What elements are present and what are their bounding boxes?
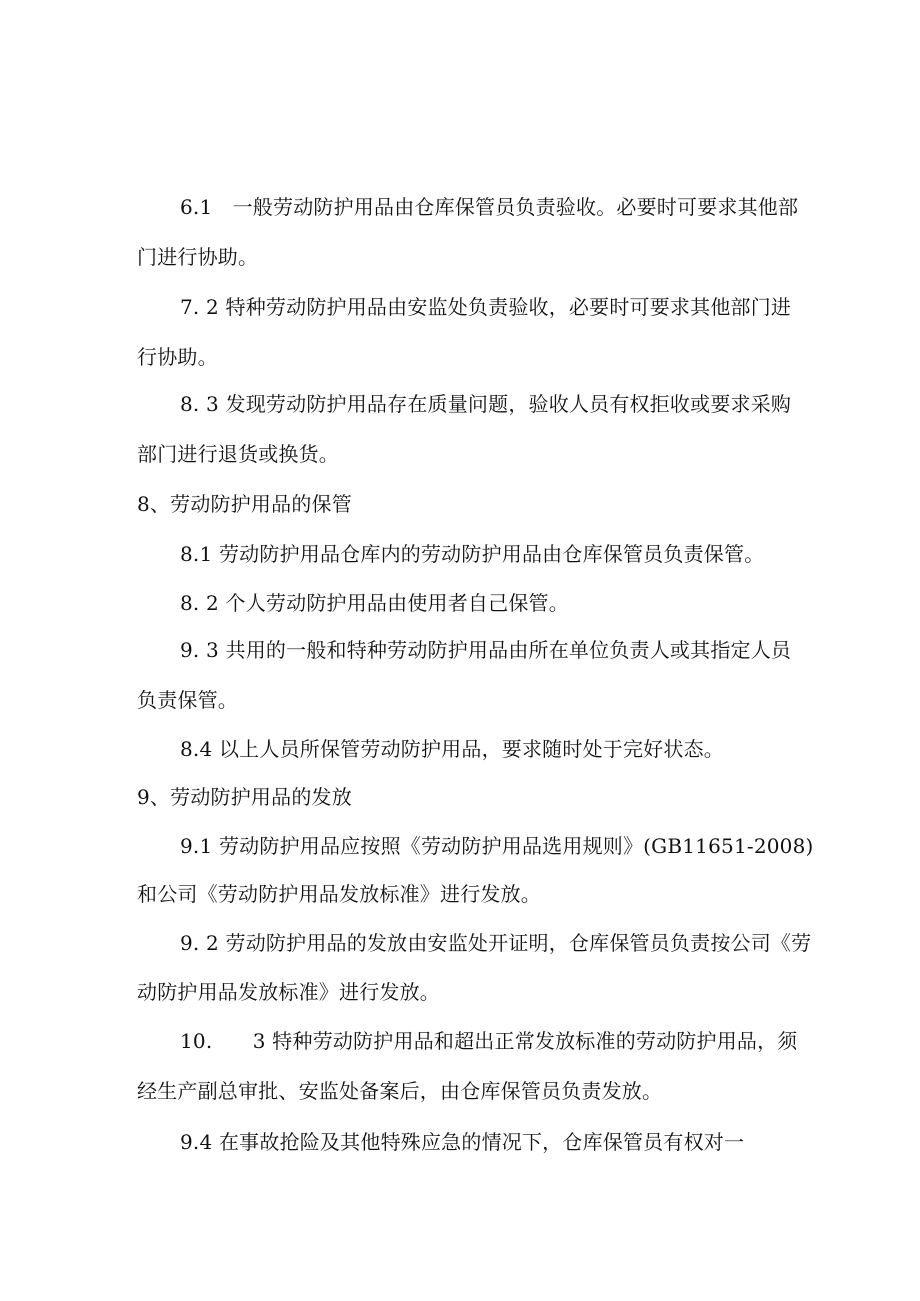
paragraph-6-1-line-2: 门进行协助。	[137, 245, 259, 269]
paragraph-9-1-line-2: 和公司《劳动防护用品发放标准》进行发放。	[137, 882, 541, 906]
paragraph-10-3-line-1: 10. 3 特种劳动防护用品和超出正常发放标准的劳动防护用品，须	[180, 1029, 798, 1053]
paragraph-9-4-line-1: 9.4 在事故抢险及其他特殊应急的情况下，仓库保管员有权对一	[180, 1130, 745, 1154]
paragraph-10-3-line-2: 经生产副总审批、安监处备案后，由仓库保管员负责发放。	[137, 1079, 663, 1103]
section-heading-8: 8、劳动防护用品的保管	[137, 492, 352, 516]
section-heading-9: 9、劳动防护用品的发放	[137, 785, 352, 809]
paragraph-6-1-line-1: 6.1 一般劳动防护用品由仓库保管员负责验收。必要时可要求其他部	[180, 195, 799, 219]
paragraph-9-3-line-1: 9. 3 共用的一般和特种劳动防护用品由所在单位负责人或其指定人员	[180, 638, 792, 662]
paragraph-8-3-line-2: 部门进行退货或换货。	[137, 442, 339, 466]
paragraph-9-1-line-1: 9.1 劳动防护用品应按照《劳动防护用品选用规则》(GB11651-2008)	[180, 834, 814, 858]
paragraph-9-3-line-2: 负责保管。	[137, 688, 238, 712]
paragraph-7-2-line-2: 行协助。	[137, 345, 218, 369]
paragraph-8-4: 8.4 以上人员所保管劳动防护用品，要求随时处于完好状态。	[180, 737, 724, 761]
paragraph-8-2: 8. 2 个人劳动防护用品由使用者自己保管。	[180, 591, 569, 615]
paragraph-7-2-line-1: 7. 2 特种劳动防护用品由安监处负责验收，必要时可要求其他部门进	[180, 295, 792, 319]
paragraph-8-1: 8.1 劳动防护用品仓库内的劳动防护用品由仓库保管员负责保管。	[180, 542, 765, 566]
paragraph-8-3-line-1: 8. 3 发现劳动防护用品存在质量问题，验收人员有权拒收或要求采购	[180, 392, 792, 416]
paragraph-9-2-line-2: 动防护用品发放标准》进行发放。	[137, 980, 440, 1004]
paragraph-9-2-line-1: 9. 2 劳动防护用品的发放由安监处开证明，仓库保管员负责按公司《劳	[180, 931, 812, 955]
